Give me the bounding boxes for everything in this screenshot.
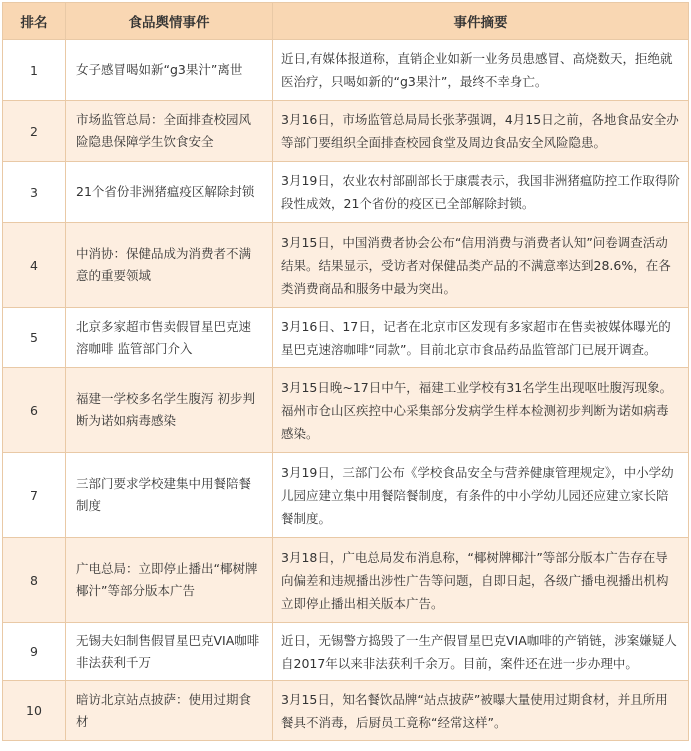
event-cell: 市场监管总局：全面排查校园风险隐患保障学生饮食安全	[66, 101, 273, 162]
rank-cell: 9	[3, 623, 66, 681]
rank-cell: 5	[3, 308, 66, 368]
food-incident-table	[2, 2, 689, 741]
rank-cell: 10	[3, 681, 66, 741]
rank-cell: 2	[3, 101, 66, 162]
table-row	[3, 623, 689, 681]
rank-cell: 7	[3, 453, 66, 538]
event-cell: 中消协：保健品成为消费者不满意的重要领域	[66, 223, 273, 308]
summary-cell: 3月18日，广电总局发布消息称，“椰树牌椰汁”等部分版本广告存在导向偏差和违规播出涉性广告等问题，自即日起，各级广播电视播出机构立即停止播出相关版本广告。	[273, 538, 689, 623]
rank-cell: 3	[3, 162, 66, 223]
header-row	[3, 3, 689, 40]
summary-cell: 3月15日，知名餐饮品牌“站点披萨”被曝大量使用过期食材，并且所用餐具不消毒，后厨员工竟称“经常这样”。	[273, 681, 689, 741]
table-row	[3, 453, 689, 538]
rank-cell: 1	[3, 40, 66, 101]
event-cell: 三部门要求学校建集中用餐陪餐制度	[66, 453, 273, 538]
table-row	[3, 40, 689, 101]
summary-cell: 3月16日，市场监管总局局长张茅强调，4月15日之前，各地食品安全办等部门要组织全面排查校园食堂及周边食品安全风险隐患。	[273, 101, 689, 162]
table-row	[3, 681, 689, 741]
event-cell: 北京多家超市售卖假冒星巴克速溶咖啡 监管部门介入	[66, 308, 273, 368]
event-cell: 21个省份非洲猪瘟疫区解除封锁	[66, 162, 273, 223]
table-row	[3, 223, 689, 308]
summary-cell: 近日,有媒体报道称，直销企业如新一业务员患感冒、高烧数天，拒绝就医治疗，只喝如新的“g3果汁”，最终不幸身亡。	[273, 40, 689, 101]
rank-cell: 4	[3, 223, 66, 308]
summary-cell: 3月19日，三部门公布《学校食品安全与营养健康管理规定》，中小学幼儿园应建立集中用餐陪餐制度，有条件的中小学幼儿园还应建立家长陪餐制度。	[273, 453, 689, 538]
table-row	[3, 368, 689, 453]
table-row	[3, 101, 689, 162]
rank-cell: 8	[3, 538, 66, 623]
summary-cell: 3月19日，农业农村部副部长于康震表示，我国非洲猪瘟防控工作取得阶段性成效，21个省份的疫区已全部解除封锁。	[273, 162, 689, 223]
rank-cell: 6	[3, 368, 66, 453]
table-row	[3, 162, 689, 223]
event-cell: 广电总局：立即停止播出“椰树牌椰汁”等部分版本广告	[66, 538, 273, 623]
event-cell: 暗访北京站点披萨：使用过期食材	[66, 681, 273, 741]
table-row	[3, 308, 689, 368]
summary-cell: 3月16日、17日，记者在北京市区发现有多家超市在售卖被媒体曝光的星巴克速溶咖啡“同款”。目前北京市食品药品监管部门已展开调查。	[273, 308, 689, 368]
table-row	[3, 538, 689, 623]
summary-cell: 近日，无锡警方捣毁了一生产假冒星巴克VIA咖啡的产销链，涉案嫌疑人自2017年以来非法获利千余万。目前，案件还在进一步办理中。	[273, 623, 689, 681]
header-summary: 事件摘要	[273, 3, 689, 40]
header-event: 食品舆情事件	[66, 3, 273, 40]
summary-cell: 3月15日，中国消费者协会公布“信用消费与消费者认知”问卷调查活动结果。结果显示，受访者对保健品类产品的不满意率达到28.6%，在各类消费商品和服务中最为突出。	[273, 223, 689, 308]
event-cell: 无锡夫妇制售假冒星巴克VIA咖啡非法获利千万	[66, 623, 273, 681]
event-cell: 女子感冒喝如新“g3果汁”离世	[66, 40, 273, 101]
summary-cell: 3月15日晚~17日中午，福建工业学校有31名学生出现呕吐腹泻现象。福州市仓山区疾控中心采集部分发病学生样本检测初步判断为诺如病毒感染。	[273, 368, 689, 453]
event-cell: 福建一学校多名学生腹泻 初步判断为诺如病毒感染	[66, 368, 273, 453]
header-rank: 排名	[3, 3, 66, 40]
